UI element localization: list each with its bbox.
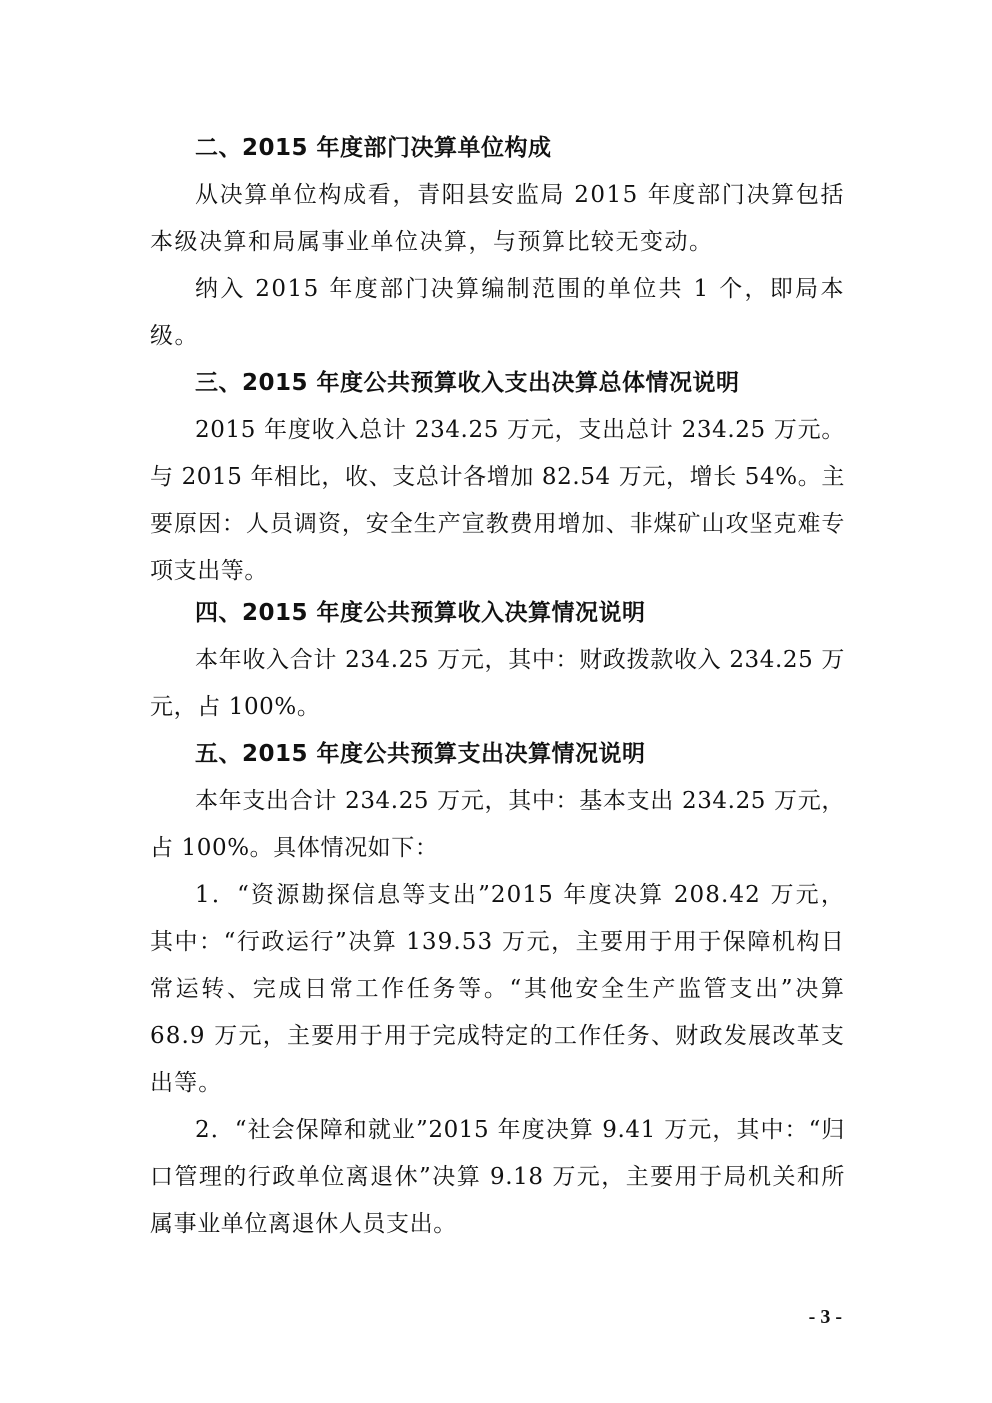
section-3 bbox=[150, 360, 845, 595]
section-2-paragraph-1: 从决算单位构成看，青阳县安监局 2015 年度部门决算包括本级决算和局属事业单位决算，与预算比较无变动。 bbox=[150, 182, 845, 255]
section-2-paragraph-2: 纳入 2015 年度部门决算编制范围的单位共 1 个，即局本级。 bbox=[150, 276, 845, 349]
section-5-paragraph-1: 本年支出合计 234.25 万元，其中：基本支出 234.25 万元，占 100%。具体情况如下： bbox=[150, 788, 845, 861]
section-5-item-1: 1．“资源勘探信息等支出”2015 年度决算 208.42 万元，其中：“行政运行”决算 139.53 万元，主要用于用于保障机构日常运转、完成日常工作任务等。“其他安全生产监管支出”决算 68.9 万元，主要用于用于完成特定的工作任务、财政发展改革支出等。 bbox=[150, 882, 845, 1096]
section-2-heading: 二、2015 年度部门决算单位构成 bbox=[195, 135, 552, 161]
page-number: - 3 - bbox=[808, 1306, 842, 1328]
section-5-heading: 五、2015 年度公共预算支出决算情况说明 bbox=[195, 741, 646, 767]
section-5-item-2: 2．“社会保障和就业”2015 年度决算 9.41 万元，其中：“归口管理的行政单位离退休”决算 9.18 万元，主要用于局机关和所属事业单位离退休人员支出。 bbox=[150, 1117, 845, 1237]
section-3-paragraph-1: 2015 年度收入总计 234.25 万元，支出总计 234.25 万元。与 2015 年相比，收、支总计各增加 82.54 万元，增长 54%。主要原因：人员调资，安全生产宣教费用增加、非煤矿山攻坚克难专项支出等。 bbox=[150, 417, 845, 584]
section-3-heading: 三、2015 年度公共预算收入支出决算总体情况说明 bbox=[195, 370, 740, 396]
section-4-heading: 四、2015 年度公共预算收入决算情况说明 bbox=[195, 600, 646, 626]
section-5 bbox=[150, 731, 845, 1248]
section-4 bbox=[150, 590, 845, 731]
section-4-paragraph-1: 本年收入合计 234.25 万元，其中：财政拨款收入 234.25 万元，占 100%。 bbox=[150, 647, 845, 720]
section-2 bbox=[150, 125, 845, 360]
